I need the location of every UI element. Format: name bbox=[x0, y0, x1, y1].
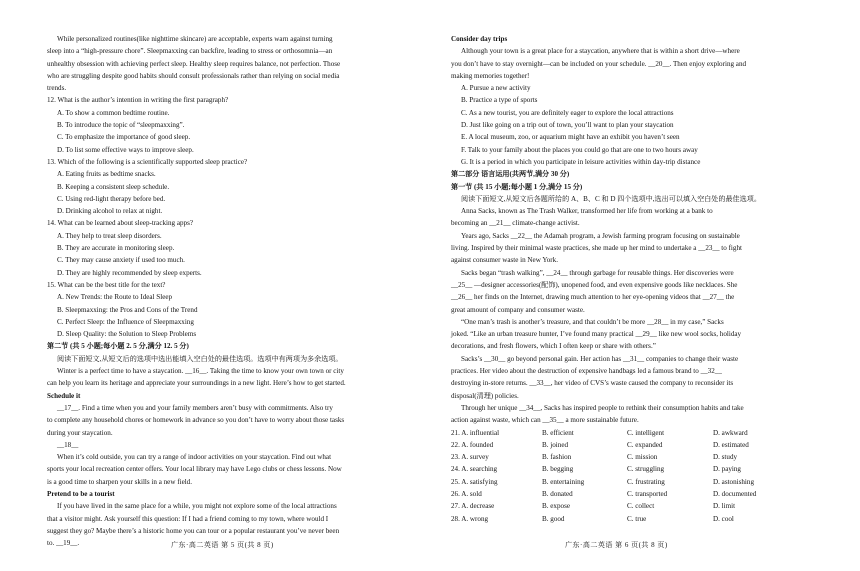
text-line: D. Drinking alcohol to relax at night. bbox=[57, 207, 163, 216]
text-line: D. They are highly recommended by sleep experts. bbox=[57, 268, 202, 277]
text-line: trends. bbox=[47, 84, 67, 93]
text-line: G. It is a period in which you participate in leisure activities within day-trip distance bbox=[461, 157, 701, 166]
cloze-option: C. intelligent bbox=[627, 428, 665, 437]
cloze-option: D. limit bbox=[713, 502, 736, 511]
text-line: __18__ bbox=[57, 440, 79, 449]
cloze-option: D. documented bbox=[713, 489, 757, 498]
text-line: 14. What can be learned about sleep-tracking apps? bbox=[47, 219, 194, 228]
text-line: practices. Her video about the destruction of expensive handbags led a famous brand to __32__ bbox=[451, 367, 722, 376]
cloze-option: C. frustrating bbox=[627, 477, 665, 486]
text-line: B. Practice a type of sports bbox=[461, 96, 538, 105]
text-line: sports your local recreation center offers. Your local library may have Lego clubs or chess lessons. Now bbox=[47, 465, 342, 474]
text-line: Sacks’s __30__ go beyond personal gain. Her action has __31__ companies to change their waste bbox=[461, 354, 739, 363]
text-line: D. Sleep Quality: the Solution to Sleep Problems bbox=[57, 330, 197, 339]
cloze-option: B. expose bbox=[542, 502, 570, 511]
part-heading: 第一节 (共 15 小题;每小题 1 分,满分 15 分) bbox=[451, 182, 583, 191]
text-line: C. Perfect Sleep: the Influence of Sleepmaxxing bbox=[57, 317, 194, 326]
cloze-option: 23. A. survey bbox=[451, 453, 489, 462]
cloze-option: C. mission bbox=[627, 453, 658, 462]
cloze-option: 24. A. searching bbox=[451, 465, 498, 474]
text-line: While personalized routines(like nighttime skincare) are acceptable, experts warn against turning bbox=[57, 35, 333, 43]
text-line: B. They are accurate in monitoring sleep. bbox=[57, 244, 175, 253]
text-line: If you have lived in the same place for a while, you might not explore some of the local attractions bbox=[57, 502, 337, 511]
text-line: Winter is a perfect time to have a staycation. __16__. Taking the time to know your own town or city bbox=[57, 367, 344, 376]
cloze-option: B. fashion bbox=[542, 453, 572, 462]
text-line: 15. What can be the best title for the text? bbox=[47, 280, 166, 289]
text-line: __25__ —designer accessories(配饰), unopened food, and even expensive goods like necklaces. She bbox=[451, 280, 738, 289]
text-line: disposal(清理) policies. bbox=[451, 391, 519, 400]
text-line: B. To introduce the topic of “sleepmaxxing”. bbox=[57, 121, 185, 130]
right-passage bbox=[451, 33, 831, 427]
cloze-option: B. efficient bbox=[542, 428, 574, 437]
cloze-option: 21. A. influential bbox=[451, 428, 500, 437]
page-footer-right: 广东·高二英语 第 6 页(共 8 页) bbox=[565, 541, 668, 549]
cloze-option: 27. A. decrease bbox=[451, 502, 495, 511]
cloze-option: C. collect bbox=[627, 502, 655, 511]
text-line: A. To show a common bedtime routine. bbox=[57, 108, 170, 117]
cloze-option: D. astonishing bbox=[713, 477, 754, 486]
left-column bbox=[47, 33, 427, 549]
text-line: 阅读下面短文,从短文后各题所给的 A、B、C 和 D 四个选项中,选出可以填入空白处的最佳选项。 bbox=[461, 194, 761, 203]
cloze-options-grid bbox=[451, 427, 831, 525]
cloze-option: C. expanded bbox=[627, 440, 663, 449]
text-line: A. Eating fruits as bedtime snacks. bbox=[57, 170, 156, 179]
text-line: can help you learn its heritage and appreciate your surroundings in a new light. Here’s how to get started. bbox=[47, 379, 346, 388]
text-line: Through her unique __34__, Sacks has inspired people to rethink their consumption habits and take bbox=[461, 403, 744, 412]
cloze-option: B. donated bbox=[542, 489, 573, 498]
cloze-option: C. true bbox=[627, 514, 647, 523]
text-line: making memories together! bbox=[451, 71, 530, 80]
text-line: __26__ her finds on the Internet, drawing much attention to her eye-opening videos that __27__ the bbox=[451, 293, 735, 302]
text-line: __17__. Find a time when you and your family members aren’t busy with commitments. Also try bbox=[57, 403, 333, 412]
text-line: you don’t have to stay overnight—can be included on your schedule. __20__. Then enjoy exploring and bbox=[451, 59, 747, 68]
cloze-option: D. cool bbox=[713, 514, 734, 523]
part-heading: 第二节 (共 5 小题;每小题 2. 5 分,满分 12. 5 分) bbox=[47, 342, 189, 351]
section-heading: Consider day trips bbox=[451, 35, 508, 43]
text-line: B. Sleepmaxxing: the Pros and Cons of the Trend bbox=[57, 305, 198, 314]
cloze-option: D. study bbox=[713, 453, 738, 462]
text-line: decorations, and fresh flowers, which I often keep or share with others.” bbox=[451, 342, 656, 351]
text-line: A. New Trends: the Route to Ideal Sleep bbox=[57, 293, 173, 302]
text-line: “One man’s trash is another’s treasure, and that couldn’t be more __28__ in my case,” Sacks bbox=[461, 317, 724, 326]
text-line: Years ago, Sacks __22__ the Adamah program, a Jewish farming program focusing on sustainable bbox=[461, 231, 740, 240]
text-line: 12. What is the author’s intention in writing the first paragraph? bbox=[47, 96, 229, 105]
cloze-option: B. entertaining bbox=[542, 477, 585, 486]
text-line: sleep into a “high-pressure chore”. Sleepmaxxing can backfire, leading to stress or orthosomnia—an bbox=[47, 47, 333, 56]
cloze-option: D. estimated bbox=[713, 440, 749, 449]
cloze-option: 26. A. sold bbox=[451, 489, 482, 498]
text-line: D. Just like going on a trip out of town, you’ll want to plan your staycation bbox=[461, 121, 674, 130]
text-line: living. Inspired by their minimal waste practices, she made up her mind to undertake a __23__ to fight bbox=[451, 244, 742, 253]
section-heading: Schedule it bbox=[47, 391, 81, 400]
text-line: 阅读下面短文,从短文后的选项中选出能填入空白处的最佳选项。选项中有两项为多余选项。 bbox=[57, 354, 343, 363]
text-line: E. A local museum, zoo, or aquarium might have an exhibit you haven’t seen bbox=[461, 133, 680, 142]
cloze-option: C. transported bbox=[627, 489, 668, 498]
cloze-option: C. struggling bbox=[627, 465, 665, 474]
text-line: during your staycation. bbox=[47, 428, 113, 437]
right-column bbox=[451, 33, 831, 525]
text-line: to complete any household chores or homework in advance so you don’t have to worry about those tasks bbox=[47, 416, 345, 425]
cloze-option: D. paying bbox=[713, 465, 741, 474]
text-line: A. They help to treat sleep disorders. bbox=[57, 231, 162, 240]
part-heading: 第二部分 语言运用(共两节,满分 30 分) bbox=[451, 170, 570, 179]
cloze-option: B. good bbox=[542, 514, 565, 523]
cloze-option: 22. A. founded bbox=[451, 440, 494, 449]
text-line: destroying in-store returns. __33__, her video of CVS’s waste caused the company to reconsider its bbox=[451, 379, 734, 388]
text-line: C. They may cause anxiety if used too much. bbox=[57, 256, 185, 265]
text-line: Sacks began “trash walking”, __24__ through garbage for reusable things. Her discoveries were bbox=[461, 268, 734, 277]
text-line: suggest they go? Maybe there’s a historic home you can tour or a popular restaurant you’ve never been bbox=[47, 526, 340, 535]
text-line: against consumer waste in New York. bbox=[451, 256, 558, 265]
text-line: action against waste, which can __35__ a more sustainable future. bbox=[451, 416, 639, 425]
cloze-option: B. joined bbox=[542, 440, 569, 449]
text-line: Anna Sacks, known as The Trash Walker, transformed her life from working at a bank to bbox=[461, 207, 713, 216]
text-line: who are struggling despite good habits should consult professionals rather than relying on social media bbox=[47, 71, 340, 80]
text-line: C. Using red-light therapy before bed. bbox=[57, 194, 166, 203]
text-line: D. To list some effective ways to improve sleep. bbox=[57, 145, 194, 154]
text-line: A. Pursue a new activity bbox=[461, 84, 531, 93]
text-line: joked. “Like an urban treasure hunter, I’ve found many practical __29__ like new wool socks, holiday bbox=[451, 330, 742, 339]
text-line: Although your town is a great place for a staycation, anywhere that is within a short drive—where bbox=[461, 47, 740, 56]
text-line: B. Keeping a consistent sleep schedule. bbox=[57, 182, 170, 191]
cloze-option: D. awkward bbox=[713, 428, 748, 437]
text-line: 13. Which of the following is a scientifically supported sleep practice? bbox=[47, 157, 248, 166]
section-heading: Pretend to be a tourist bbox=[47, 489, 115, 498]
cloze-option: 28. A. wrong bbox=[451, 514, 489, 523]
page-footer-left: 广东·高二英语 第 5 页(共 8 页) bbox=[171, 541, 274, 549]
text-line: C. As a new tourist, you are definitely eager to explore the local attractions bbox=[461, 108, 674, 117]
cloze-option: 25. A. satisfying bbox=[451, 477, 498, 486]
text-line: C. To emphasize the importance of good sleep. bbox=[57, 133, 191, 142]
text-line: When it’s cold outside, you can try a range of indoor activities on your staycation. Find out what bbox=[57, 453, 332, 462]
text-line: unhealthy obsession with achieving perfect sleep. Healthy sleep requires balance, not perfection. Those bbox=[47, 59, 341, 68]
cloze-option: B. begging bbox=[542, 465, 574, 474]
text-line: becoming an __21__ climate-change activist. bbox=[451, 219, 580, 228]
text-line: F. Talk to your family about the places you could go that are one to two hours away bbox=[461, 145, 698, 154]
text-line: to. __19__. bbox=[47, 539, 80, 548]
text-line: is a good time to sharpen your skills in a new field. bbox=[47, 477, 193, 486]
text-line: great amount of company and consumer waste. bbox=[451, 305, 585, 314]
text-line: that a visitor might. Ask yourself this question: If I had a friend coming to my town, where would I bbox=[47, 514, 329, 523]
